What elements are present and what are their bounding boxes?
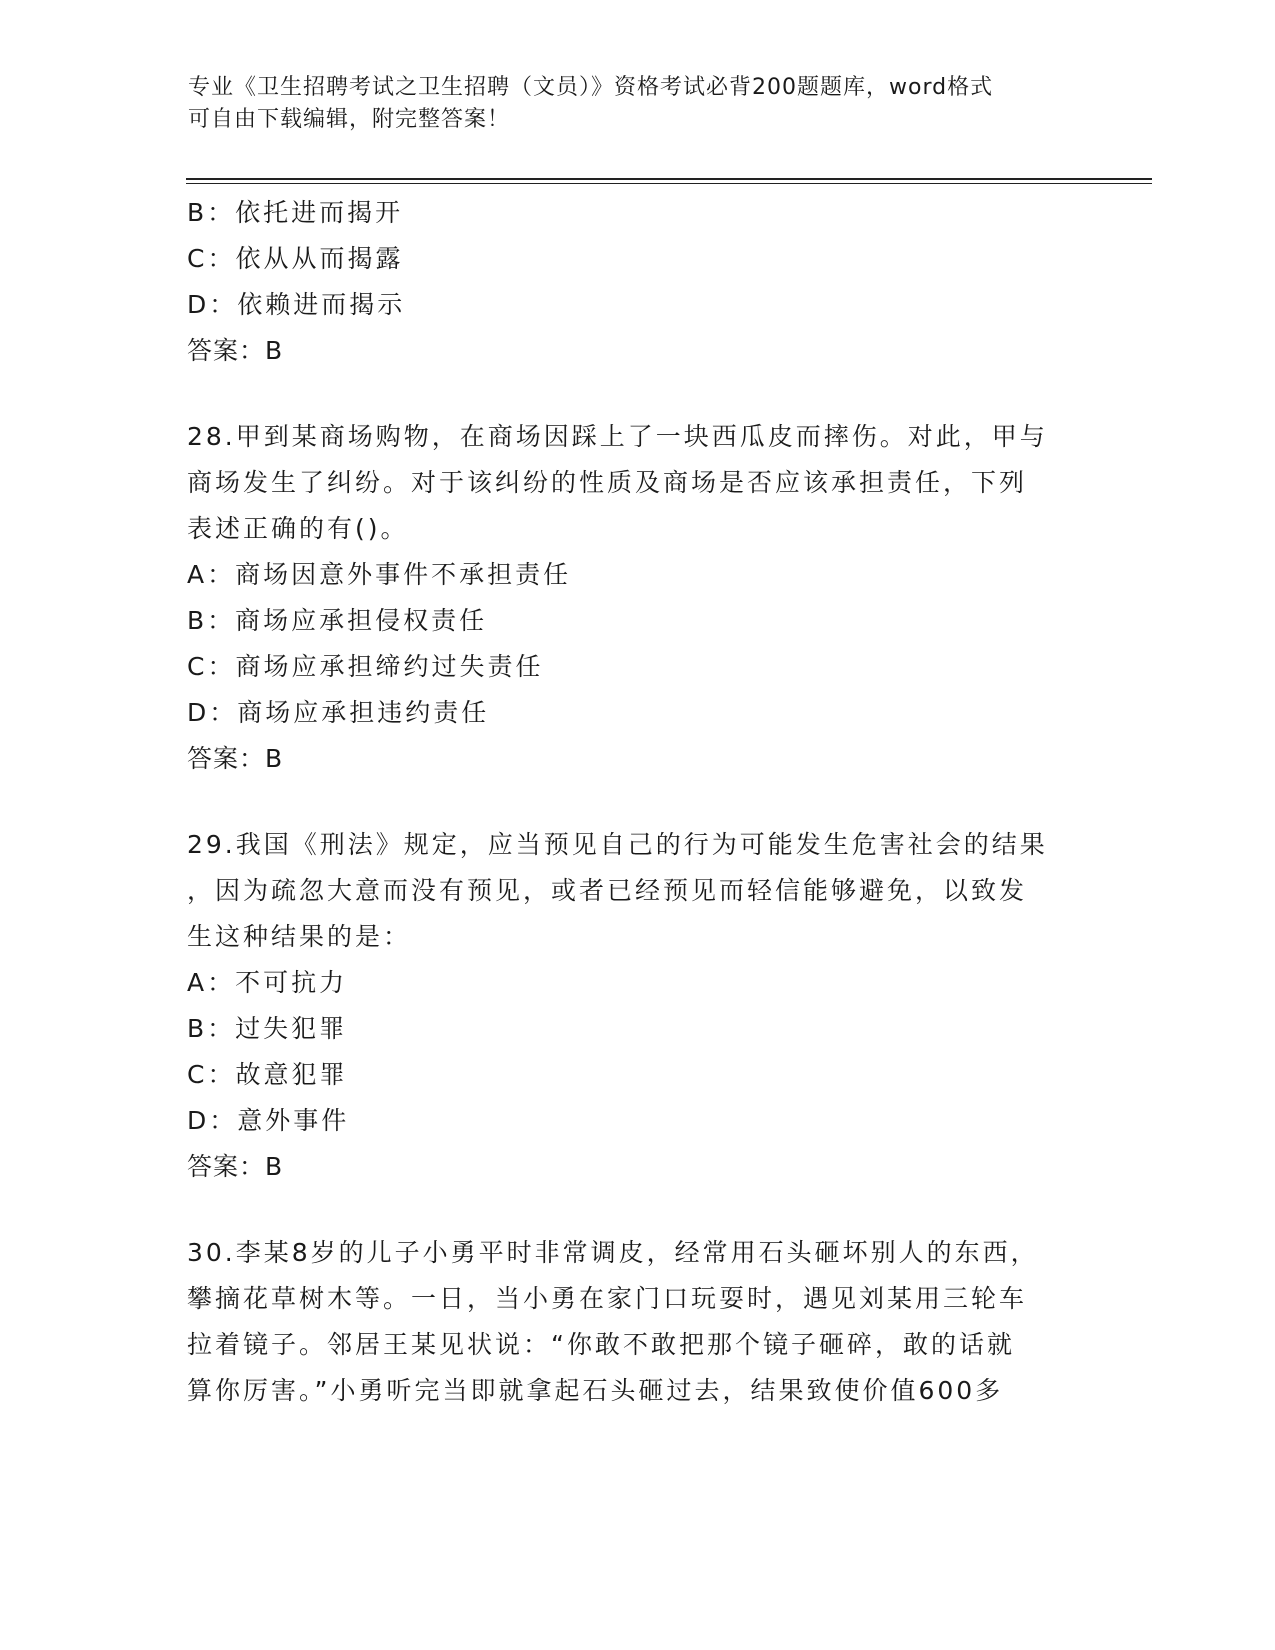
header-line-1: 专业《卫生招聘考试之卫生招聘（文员）》资格考试必背200题题库，word格式 <box>188 75 994 100</box>
answer-line: 答案：B <box>187 336 284 365</box>
option-d: D：商场应承担违约责任 <box>187 698 490 727</box>
header-line-2: 可自由下载编辑，附完整答案！ <box>188 107 511 132</box>
answer-line: 答案：B <box>187 1152 284 1181</box>
option-a: A：不可抗力 <box>187 968 348 997</box>
option-c: C：商场应承担缔约过失责任 <box>187 652 544 681</box>
prev-question-block <box>187 190 1067 374</box>
option-b: B：依托进而揭开 <box>187 198 404 227</box>
question-text-line: 拉着镜子。邻居王某见状说：“你敢不敢把那个镜子砸碎，敢的话就 <box>187 1330 1015 1359</box>
question-text-line: 28.甲到某商场购物，在商场因踩上了一块西瓜皮而摔伤。对此，甲与 <box>187 422 1048 451</box>
question-text-line: 29.我国《刑法》规定，应当预见自己的行为可能发生危害社会的结果 <box>187 830 1048 859</box>
question-text-line: 商场发生了纠纷。对于该纠纷的性质及商场是否应该承担责任，下列 <box>187 468 1028 497</box>
header-rule-thick <box>186 178 1152 180</box>
option-b: B：过失犯罪 <box>187 1014 348 1043</box>
question-28 <box>187 414 1067 782</box>
document-body <box>187 190 1067 1414</box>
option-c: C：依从从而揭露 <box>187 244 404 273</box>
question-30 <box>187 1230 1067 1414</box>
option-b: B：商场应承担侵权责任 <box>187 606 488 635</box>
question-text <box>187 1230 1067 1414</box>
option-c: C：故意犯罪 <box>187 1060 348 1089</box>
answer-line: 答案：B <box>187 744 284 773</box>
option-d: D：意外事件 <box>187 1106 350 1135</box>
header-rule-thin <box>186 183 1152 184</box>
question-text-line: 算你厉害。”小勇听完当即就拿起石头砸过去，结果致使价值600多 <box>187 1376 1004 1405</box>
option-a: A：商场因意外事件不承担责任 <box>187 560 572 589</box>
question-text-line: 30.李某8岁的儿子小勇平时非常调皮，经常用石头砸坏别人的东西， <box>187 1238 1039 1267</box>
question-text-line: 表述正确的有()。 <box>187 514 409 543</box>
document-header <box>188 72 1068 136</box>
question-text <box>187 822 1067 960</box>
option-d: D：依赖进而揭示 <box>187 290 406 319</box>
question-29 <box>187 822 1067 1190</box>
question-text-line: ，因为疏忽大意而没有预见，或者已经预见而轻信能够避免，以致发 <box>187 876 1028 905</box>
question-text <box>187 414 1067 552</box>
question-text-line: 攀摘花草树木等。一日，当小勇在家门口玩耍时，遇见刘某用三轮车 <box>187 1284 1028 1313</box>
question-text-line: 生这种结果的是： <box>187 922 412 951</box>
